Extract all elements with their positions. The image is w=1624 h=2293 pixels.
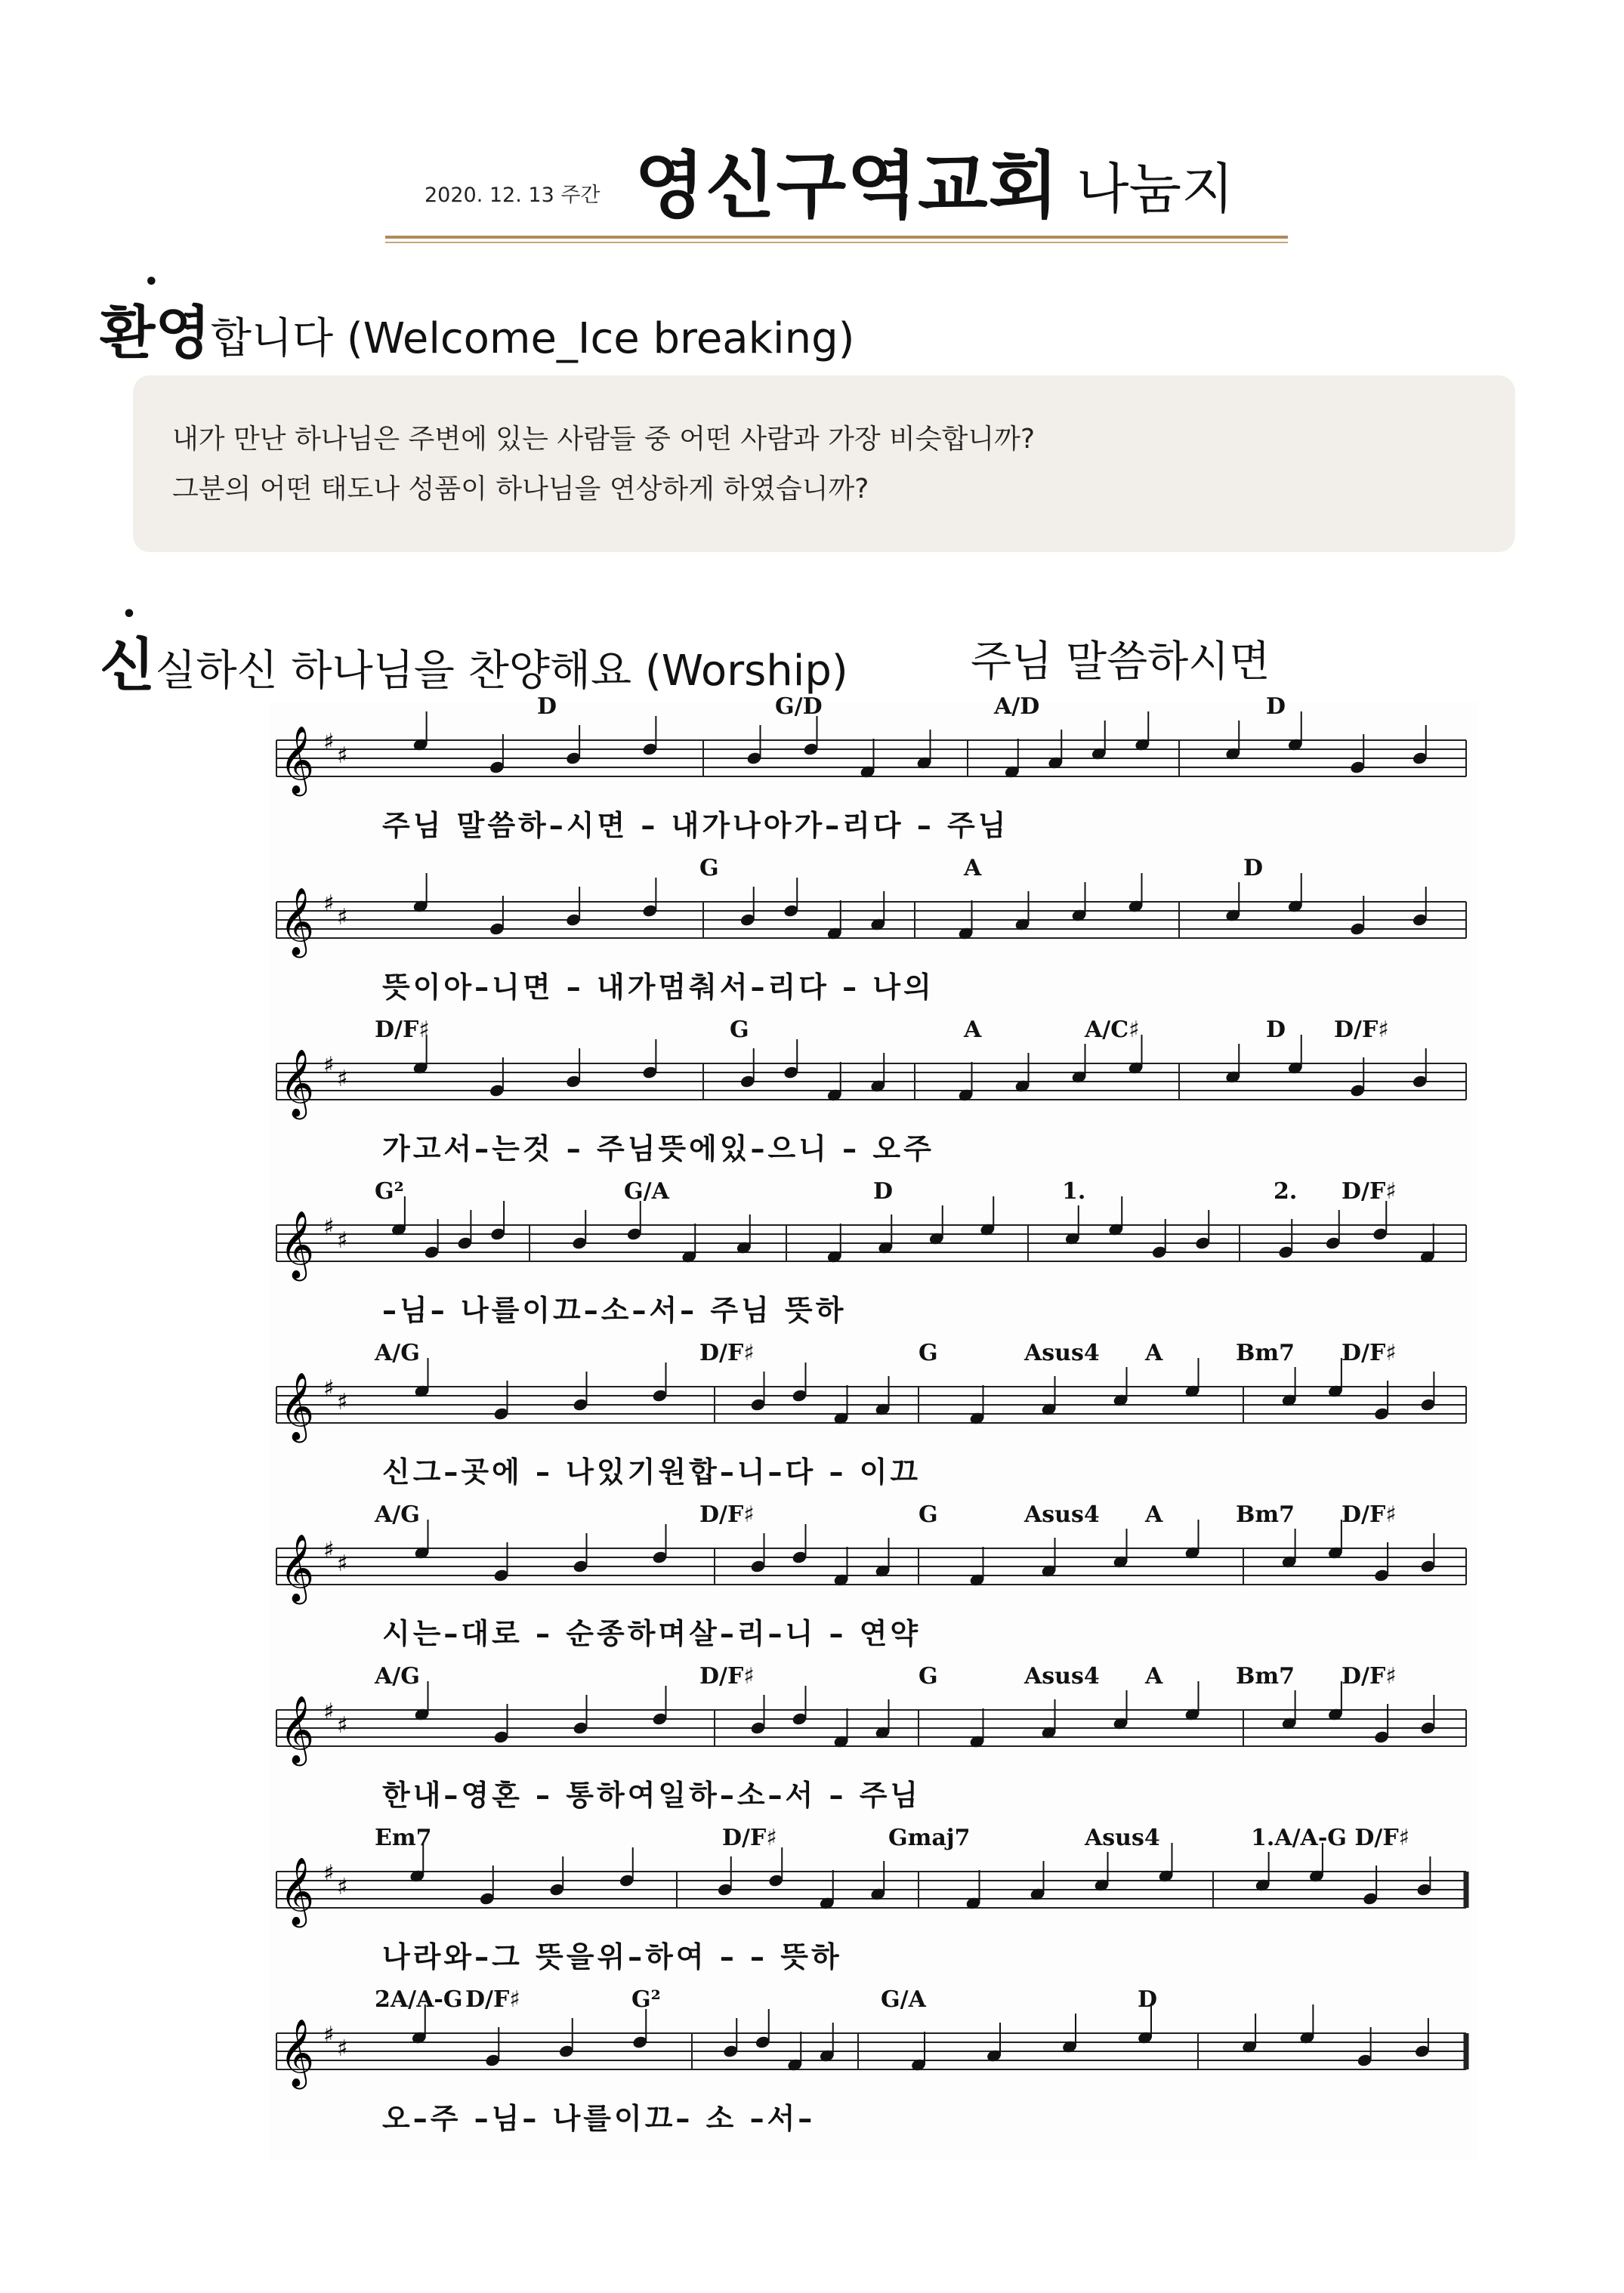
song-title: 주님 말씀하시면 [971, 637, 1270, 687]
treble-clef: 𝄞 [279, 1049, 315, 1117]
chord-symbol: 1.A/A-G D/F♯ [1251, 1825, 1410, 1851]
key-sharp: ♯ [337, 1712, 348, 1739]
key-sharp: ♯ [323, 1375, 335, 1402]
lyrics-line: –님– 나를이끄–소–서– 주님 뜻하 [382, 1294, 847, 1327]
key-sharp: ♯ [337, 742, 348, 769]
lyrics-row [269, 1933, 1477, 1974]
chord-symbol: G² [375, 1178, 404, 1205]
chord-symbol: D [1266, 1017, 1286, 1043]
welcome-title-text: 합니다 (Welcome_Ice breaking) [210, 314, 855, 363]
chord-symbol: D [1138, 1986, 1158, 2013]
chord-row [269, 1986, 1477, 2017]
lyrics-line: 가고서–는것 – 주님뜻에있–으니 – 오주 [382, 1132, 934, 1165]
chord-symbol: D/F♯ [375, 1017, 430, 1043]
treble-clef: 𝄞 [279, 1696, 315, 1764]
chord-symbol: D/F♯ [1334, 1017, 1389, 1043]
key-sharp: ♯ [323, 1860, 335, 1887]
chord-symbol: D/F♯ [465, 1986, 520, 2013]
chord-symbol: G [919, 1501, 938, 1528]
key-sharp: ♯ [323, 1214, 335, 1240]
lyrics-line: 주님 말씀하–시면 – 내가나아가–리다 – 주님 [382, 809, 1009, 842]
chord-symbol: G [919, 1340, 938, 1366]
chord-symbol: A/G [375, 1501, 420, 1528]
chord-symbol: 1. [1062, 1178, 1086, 1205]
key-sharp: ♯ [323, 729, 335, 755]
treble-clef: 𝄞 [279, 726, 315, 794]
lyrics-row [269, 964, 1477, 1004]
chord-symbol: Asus4 [1024, 1501, 1100, 1528]
chord-symbol: G/D [775, 693, 823, 720]
header-divider [385, 236, 1288, 239]
chord-symbol: A [964, 855, 982, 881]
welcome-section-title [100, 287, 854, 369]
lyrics-line: 신그–곳에 – 나있기원합–니–다 – 이끄 [382, 1455, 922, 1489]
chord-row [269, 1825, 1477, 1855]
chord-symbol: D/F♯ [722, 1825, 777, 1851]
key-sharp: ♯ [337, 1551, 348, 1577]
chord-symbol: G/A [881, 1986, 926, 2013]
chord-symbol: G² [631, 1986, 661, 2013]
question-line-2: 그분의 어떤 태도나 성품이 하나님을 연상하게 하였습니까? [172, 474, 869, 505]
chord-row [269, 1340, 1477, 1370]
icebreaker-question-box [133, 375, 1515, 552]
chord-symbol: D [1243, 855, 1264, 881]
lyrics-row [269, 802, 1477, 842]
chord-row [269, 855, 1477, 885]
lyrics-row [269, 2095, 1477, 2135]
key-sharp: ♯ [323, 1052, 335, 1079]
chord-symbol: A/G [375, 1663, 420, 1690]
chord-symbol: G [919, 1663, 938, 1690]
chord-symbol: A [1145, 1501, 1163, 1528]
lyrics-row [269, 1287, 1477, 1327]
chord-symbol: A/C♯ [1085, 1017, 1140, 1043]
chord-symbol: D [1266, 693, 1286, 720]
treble-clef: 𝄞 [279, 1211, 315, 1279]
chord-symbol: Bm7 [1236, 1501, 1295, 1528]
chord-symbol: D/F♯ [699, 1501, 755, 1528]
chord-row [269, 1663, 1477, 1693]
key-sharp: ♯ [337, 904, 348, 930]
lyrics-row [269, 1610, 1477, 1650]
chord-row [269, 1017, 1477, 1047]
worship-title-initial: 신 [100, 631, 156, 699]
chord-symbol: D [537, 693, 557, 720]
treble-clef: 𝄞 [279, 1857, 315, 1925]
lyrics-row [269, 1449, 1477, 1489]
chord-symbol: D/F♯ [1341, 1178, 1397, 1205]
lyrics-line: 시는–대로 – 순종하며살–리–니 – 연약 [382, 1617, 922, 1650]
lyrics-line: 뜻이아–니면 – 내가멈춰서–리다 – 나의 [382, 971, 934, 1004]
chord-symbol: A/D [994, 693, 1040, 720]
chord-row [269, 693, 1477, 724]
chord-symbol: D/F♯ [699, 1340, 755, 1366]
page-header [0, 113, 1624, 227]
treble-clef: 𝄞 [279, 2019, 315, 2087]
chord-symbol: Bm7 [1236, 1340, 1295, 1366]
treble-clef: 𝄞 [279, 1372, 315, 1440]
welcome-title-initial: 환영 [100, 299, 211, 366]
key-sharp: ♯ [337, 1066, 348, 1092]
chord-symbol: D/F♯ [1341, 1340, 1397, 1366]
key-sharp: ♯ [337, 1874, 348, 1900]
chord-symbol: A [1145, 1340, 1163, 1366]
chord-symbol: D/F♯ [699, 1663, 755, 1690]
key-sharp: ♯ [323, 890, 335, 917]
chord-symbol: Asus4 [1024, 1663, 1100, 1690]
chord-row [269, 1178, 1477, 1208]
worship-title-text: 실하신 하나님을 찬양해요 (Worship) [155, 647, 848, 696]
treble-clef: 𝄞 [279, 1534, 315, 1602]
key-sharp: ♯ [323, 2022, 335, 2048]
treble-clef: 𝄞 [279, 887, 315, 955]
worship-section-title [100, 619, 848, 702]
chord-symbol: A [1145, 1663, 1163, 1690]
chord-symbol: A [964, 1017, 982, 1043]
question-line-1: 내가 만난 하나님은 주변에 있는 사람들 중 어떤 사람과 가장 비슷합니까? [172, 424, 1036, 455]
chord-symbol: 2A/A-G [375, 1986, 463, 2013]
sheet-music [269, 693, 1477, 2160]
lyrics-line: 오–주 –님– 나를이끄– 소 –서– [382, 2102, 816, 2135]
church-name: 영신구역교회 [634, 144, 1060, 228]
chord-symbol: D [873, 1178, 894, 1205]
header-divider-thin [385, 242, 1288, 243]
key-sharp: ♯ [323, 1699, 335, 1725]
chord-symbol: Asus4 [1024, 1340, 1100, 1366]
chord-symbol: Bm7 [1236, 1663, 1295, 1690]
chord-row [269, 1501, 1477, 1532]
chord-symbol: G [730, 1017, 749, 1043]
header-subtitle: 나눔지 [1076, 157, 1234, 221]
chord-symbol: Em7 [375, 1825, 432, 1851]
chord-symbol: Asus4 [1085, 1825, 1160, 1851]
lyrics-row [269, 1772, 1477, 1812]
key-sharp: ♯ [337, 1227, 348, 1254]
lyrics-row [269, 1125, 1477, 1165]
header-date: 2020. 12. 13 주간 [425, 184, 601, 207]
chord-symbol: 2. [1274, 1178, 1298, 1205]
chord-symbol: Gmaj7 [888, 1825, 971, 1851]
key-sharp: ♯ [337, 1389, 348, 1415]
lyrics-line: 한내–영혼 – 통하여일하–소–서 – 주님 [382, 1779, 922, 1812]
key-sharp: ♯ [337, 2035, 348, 2062]
chord-symbol: D/F♯ [1341, 1663, 1397, 1690]
chord-symbol: G [699, 855, 719, 881]
key-sharp: ♯ [323, 1537, 335, 1563]
chord-symbol: A/G [375, 1340, 420, 1366]
chord-symbol: D/F♯ [1341, 1501, 1397, 1528]
lyrics-line: 나라와–그 뜻을위–하여 – – 뜻하 [382, 1940, 842, 1974]
chord-symbol: G/A [624, 1178, 669, 1205]
